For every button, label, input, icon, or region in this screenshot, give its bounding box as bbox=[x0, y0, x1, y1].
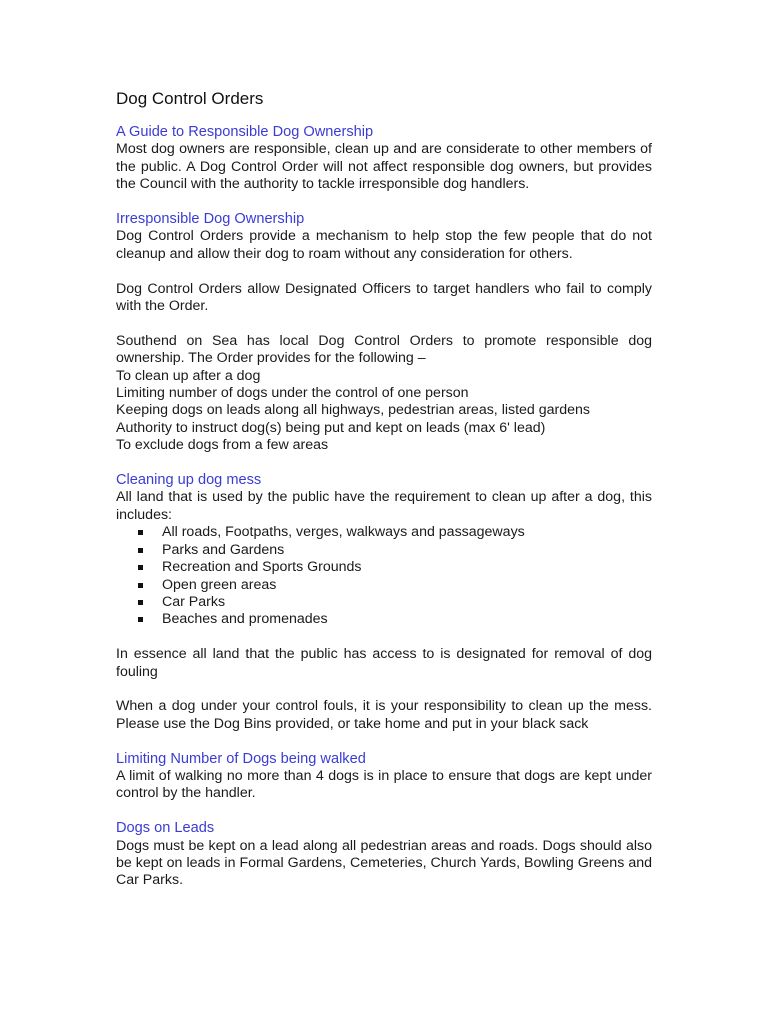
limiting-paragraph: A limit of walking no more than 4 dogs is in place to ensure that dogs are kept under control by the handler. bbox=[116, 767, 652, 802]
list-item: Parks and Gardens bbox=[138, 542, 652, 559]
irresponsible-paragraph-3: Southend on Sea has local Dog Control Orders to promote responsible dog ownership. The Order provides for the following – bbox=[116, 332, 652, 367]
section-heading-irresponsible: Irresponsible Dog Ownership bbox=[116, 211, 305, 228]
spacer bbox=[116, 315, 652, 332]
spacer bbox=[116, 803, 652, 820]
irresponsible-paragraph-1: Dog Control Orders provide a mechanism to help stop the few people that do not cleanup and allow their dog to roam without any consideration for others. bbox=[116, 228, 652, 262]
list-item: Recreation and Sports Grounds bbox=[138, 559, 652, 576]
cleaning-paragraph-3: When a dog under your control fouls, it is your responsibility to clean up the mess. Please use the Dog Bins provided, or take home and put in your black sack bbox=[116, 698, 652, 732]
spacer bbox=[116, 194, 652, 211]
section-heading-cleaning: Cleaning up dog mess bbox=[116, 472, 262, 489]
order-provision-item: To clean up after a dog bbox=[116, 367, 261, 384]
list-item: Open green areas bbox=[138, 577, 652, 594]
section-heading-guide: A Guide to Responsible Dog Ownership bbox=[116, 124, 374, 140]
order-provision-item: Keeping dogs on leads along all highways, pedestrian areas, listed gardens bbox=[116, 402, 591, 419]
land-types-list bbox=[116, 524, 652, 628]
order-provision-item: To exclude dogs from a few areas bbox=[116, 437, 329, 454]
spacer bbox=[116, 263, 652, 280]
order-provision-item: Authority to instruct dog(s) being put and kept on leads (max 6' lead) bbox=[116, 419, 546, 436]
spacer bbox=[116, 681, 652, 698]
guide-paragraph: Most dog owners are responsible, clean up and are considerate to other members of the public. A Dog Control Order will not affect responsible dog owners, but provides the Council with the authority to tackle irresponsible dog handlers. bbox=[116, 141, 652, 193]
section-heading-leads: Dogs on Leads bbox=[116, 820, 215, 837]
leads-paragraph: Dogs must be kept on a lead along all pedestrian areas and roads. Dogs should also be kept on leads in Formal Gardens, Cemeteries, Church Yards, Bowling Greens and Car Parks. bbox=[116, 837, 652, 889]
order-provisions-list bbox=[116, 368, 652, 455]
cleaning-intro: All land that is used by the public have the requirement to clean up after a dog, this includes: bbox=[116, 489, 652, 523]
section-heading-limiting: Limiting Number of Dogs being walked bbox=[116, 750, 366, 767]
list-item: All roads, Footpaths, verges, walkways and passageways bbox=[138, 524, 652, 541]
spacer bbox=[116, 733, 652, 750]
order-provision-item: Limiting number of dogs under the control of one person bbox=[116, 385, 469, 402]
list-item: Beaches and promenades bbox=[138, 611, 652, 628]
list-item: Car Parks bbox=[138, 594, 652, 611]
cleaning-paragraph-2: In essence all land that the public has access to is designated for removal of dog fouling bbox=[116, 646, 652, 680]
spacer bbox=[116, 455, 652, 472]
document-title: Dog Control Orders bbox=[116, 89, 264, 108]
irresponsible-paragraph-2: Dog Control Orders allow Designated Officers to target handlers who fail to comply with the Order. bbox=[116, 280, 652, 315]
spacer bbox=[116, 629, 652, 646]
